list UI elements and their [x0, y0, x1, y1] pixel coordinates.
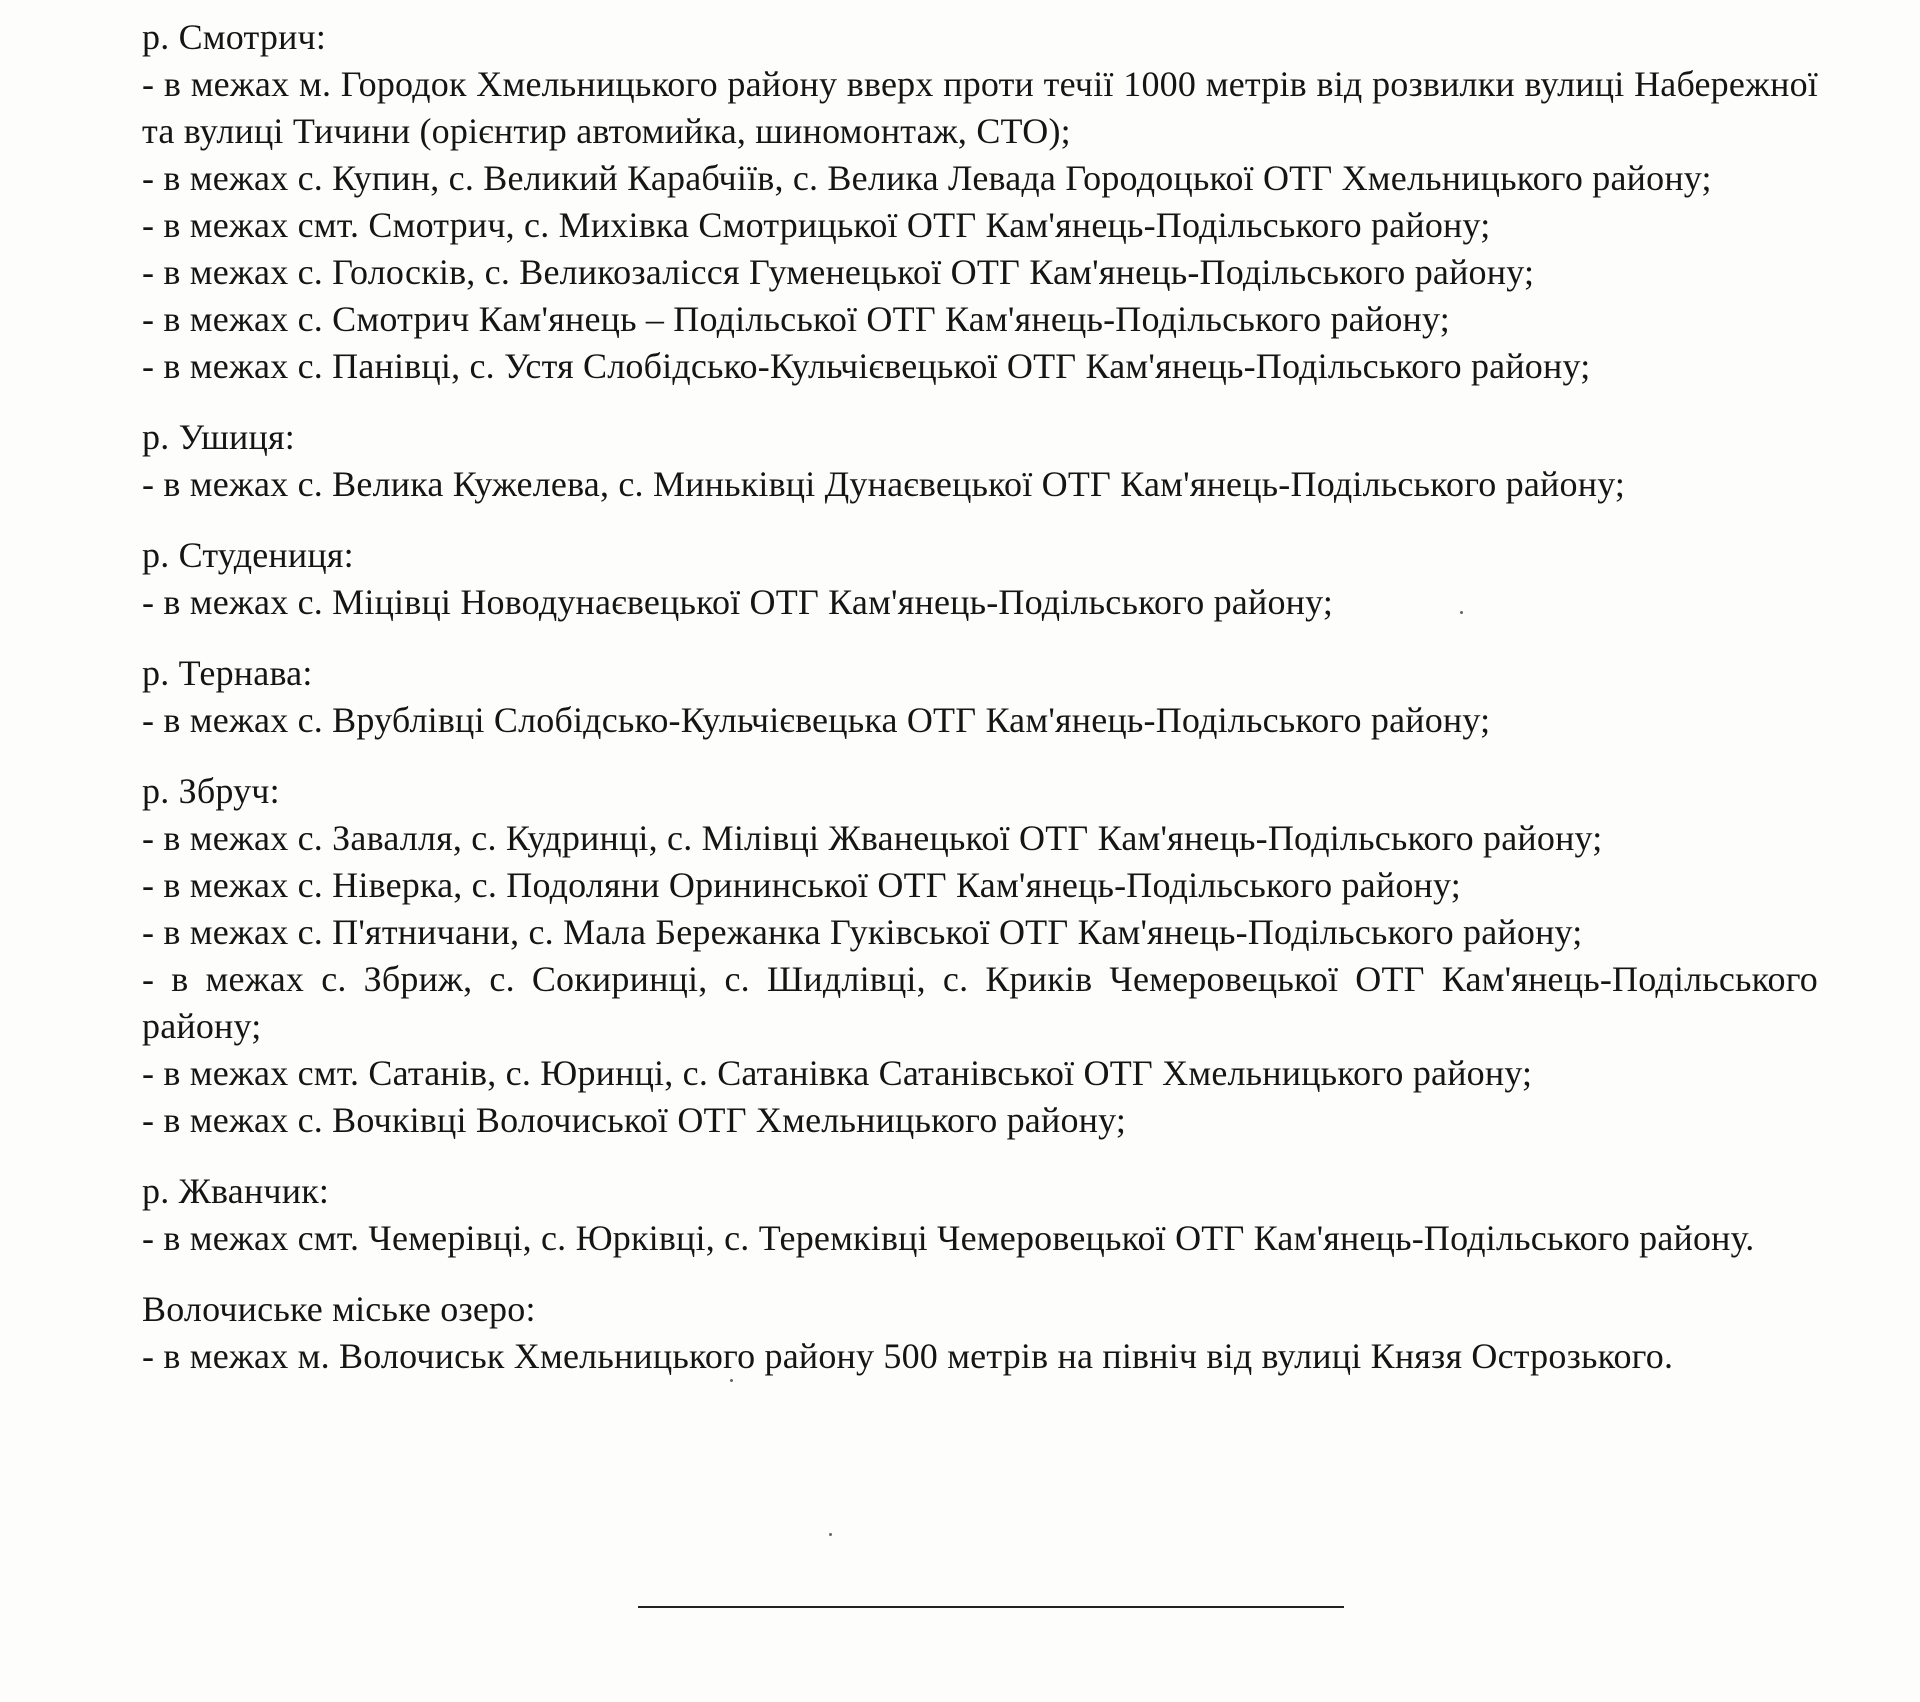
location-entry: - в межах с. Голосків, с. Великозалісся Гуменецької ОТГ Кам'янець-Подільського району; [142, 252, 1535, 292]
scan-speck [829, 1533, 832, 1536]
location-entry: - в межах с. Міцівці Новодунаєвецької ОТГ Кам'янець-Подільського району; [142, 582, 1334, 622]
section-smotrych [142, 14, 1818, 390]
section-volochysk-lake [142, 1286, 1818, 1380]
location-entry: - в межах с. Врублівці Слобідсько-Кульчієвецька ОТГ Кам'янець-Подільського району; [142, 700, 1491, 740]
section-ushytsia [142, 414, 1818, 508]
river-heading: р. Смотрич: [142, 17, 327, 57]
location-entry: - в межах с. Смотрич Кам'янець – Подільської ОТГ Кам'янець-Подільського району; [142, 299, 1450, 339]
location-entry: - в межах с. Вочківці Волочиської ОТГ Хмельницького району; [142, 1100, 1127, 1140]
section-zhvanchyk [142, 1168, 1818, 1262]
closing-divider-line [638, 1606, 1344, 1608]
location-entry: - в межах с. П'ятничани, с. Мала Бережанка Гуківської ОТГ Кам'янець-Подільського району; [142, 912, 1583, 952]
scan-speck [1460, 611, 1463, 614]
section-ternava [142, 650, 1818, 744]
river-heading: р. Ушиця: [142, 417, 295, 457]
location-entry: - в межах м. Волочиськ Хмельницького району 500 метрів на північ від вулиці Князя Острозького. [142, 1336, 1674, 1376]
location-entry: - в межах смт. Смотрич, с. Михівка Смотрицької ОТГ Кам'янець-Подільського району; [142, 205, 1491, 245]
section-studenytsia [142, 532, 1818, 626]
lake-heading: Волочиське міське озеро: [142, 1289, 536, 1329]
document-body [142, 14, 1818, 1380]
location-entry: - в межах с. Купин, с. Великий Карабчіїв, с. Велика Левада Городоцької ОТГ Хмельницького району; [142, 158, 1712, 198]
location-entry: - в межах м. Городок Хмельницького району вверх проти течії 1000 метрів від розвилки вулиці Набережної та вулиці Тичини (орієнтир автомийка, шиномонтаж, СТО); [142, 64, 1818, 151]
location-entry: - в межах с. Велика Кужелева, с. Миньківці Дунаєвецької ОТГ Кам'янець-Подільського району; [142, 464, 1626, 504]
river-heading: р. Збруч: [142, 771, 280, 811]
location-entry: - в межах с. Панівці, с. Устя Слобідсько-Кульчієвецької ОТГ Кам'янець-Подільського району; [142, 346, 1591, 386]
section-zbruch [142, 768, 1818, 1144]
location-entry: - в межах с. Завалля, с. Кудринці, с. Мілівці Жванецької ОТГ Кам'янець-Подільського району; [142, 818, 1603, 858]
location-entry: - в межах с. Збриж, с. Сокиринці, с. Шидлівці, с. Криків Чемеровецької ОТГ Кам'янець-Подільського району; [142, 959, 1818, 1046]
location-entry: - в межах смт. Чемерівці, с. Юрківці, с. Теремківці Чемеровецької ОТГ Кам'янець-Подільського району. [142, 1218, 1755, 1258]
river-heading: р. Тернава: [142, 653, 313, 693]
location-entry: - в межах смт. Сатанів, с. Юринці, с. Сатанівка Сатанівської ОТГ Хмельницького району; [142, 1053, 1533, 1093]
scan-speck [730, 1379, 733, 1382]
river-heading: р. Жванчик: [142, 1171, 330, 1211]
river-heading: р. Студениця: [142, 535, 354, 575]
location-entry: - в межах с. Ніверка, с. Подоляни Орининської ОТГ Кам'янець-Подільського району; [142, 865, 1461, 905]
